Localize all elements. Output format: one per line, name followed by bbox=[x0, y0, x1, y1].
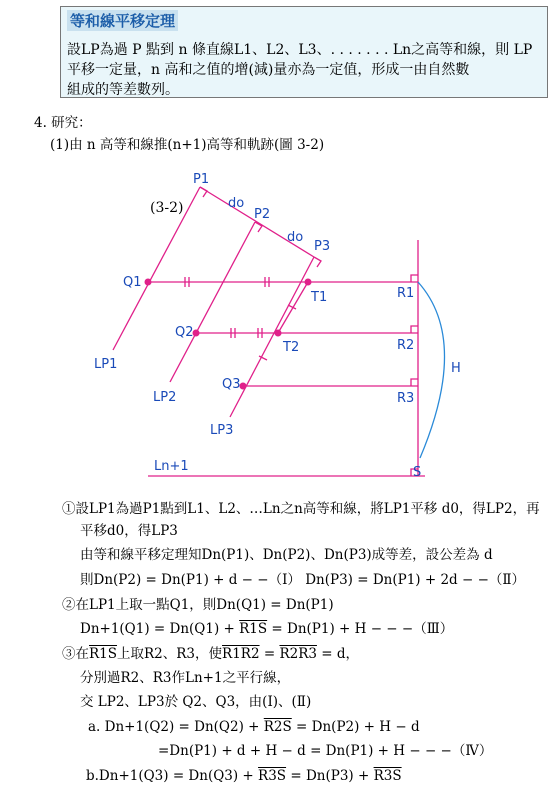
q3-point bbox=[240, 383, 247, 390]
q2-point bbox=[193, 330, 200, 337]
label-s: S bbox=[413, 465, 422, 480]
label-q3: Q3 bbox=[222, 377, 241, 392]
label-lp2: LP2 bbox=[153, 390, 177, 405]
h-arc bbox=[418, 282, 445, 458]
section-heading: 4. 研究： bbox=[34, 115, 92, 131]
step1-line4: 則Dn(P2) = Dn(P1) + d − −（Ⅰ） Dn(P3) = Dn(P1) + 2d − −（Ⅱ） bbox=[80, 572, 526, 588]
theorem-title: 等和線平移定理 bbox=[67, 10, 178, 31]
lp3-line bbox=[230, 257, 314, 417]
step3-line6: b.Dn+1(Q3) = Dn(Q3) + R3S = Dn(P3) + R3S bbox=[86, 768, 402, 784]
step1-line1: ①設LP1為過P1點到L1、L2、…Ln之n高等和線，將LP1平移 d0，得LP2，再 bbox=[62, 501, 540, 517]
step3-line5: =Dn(P1) + d + H − d = Dn(P1) + H − − −（Ⅳ） bbox=[158, 743, 493, 759]
label-d1: do bbox=[228, 196, 245, 211]
lp2-line bbox=[170, 222, 255, 382]
figure-caption: (3-2) bbox=[150, 200, 184, 216]
step2-line1: ②在LP1上取一點Q1，則Dn(Q1) = Dn(P1) bbox=[62, 597, 334, 613]
p-connector bbox=[200, 187, 314, 257]
subsection-heading: (1)由 n 高等和線推(n+1)高等和軌跡(圖 3-2) bbox=[50, 137, 325, 153]
label-lp1: LP1 bbox=[94, 357, 118, 372]
label-p3: P3 bbox=[314, 239, 331, 254]
theorem-line-3: 組成的等差數列。 bbox=[67, 82, 179, 98]
step2-line2: Dn+1(Q1) = Dn(Q1) + R1S = Dn(P1) + H − − −（Ⅲ） bbox=[80, 621, 454, 637]
t1-point bbox=[305, 279, 312, 286]
label-lp3: LP3 bbox=[210, 423, 234, 438]
step3-line3: 交 LP2、LP3於 Q2、Q3，由(Ⅰ)、(Ⅱ) bbox=[80, 694, 312, 710]
label-r2: R2 bbox=[397, 338, 415, 353]
label-p2: P2 bbox=[254, 207, 271, 222]
step1-line3: 由等和線平移定理知Dn(P1)、Dn(P2)、Dn(P3)成等差，設公差為 d bbox=[80, 547, 493, 563]
q1-point bbox=[145, 279, 152, 286]
label-p1: P1 bbox=[193, 172, 210, 187]
theorem-line-2: 平移一定量，n 高和之值的增(減)量亦為一定值，形成一由自然數 bbox=[67, 62, 470, 78]
label-t2: T2 bbox=[283, 340, 300, 355]
right-angle-p3 bbox=[314, 257, 321, 267]
right-angle-r3 bbox=[411, 379, 418, 386]
label-r3: R3 bbox=[397, 391, 415, 406]
right-angle-r1 bbox=[411, 275, 418, 282]
label-h: H bbox=[451, 361, 461, 376]
right-angle-r2 bbox=[411, 326, 418, 333]
label-d2: do bbox=[287, 230, 304, 245]
step1-line2: 平移d0，得LP3 bbox=[80, 523, 178, 539]
step3-line2: 分別過R2、R3作Ln+1之平行線， bbox=[80, 670, 291, 686]
t2-point bbox=[275, 330, 282, 337]
label-t1: T1 bbox=[311, 290, 328, 305]
step3-line4: a. Dn+1(Q2) = Dn(Q2) + R2S = Dn(P2) + H − d bbox=[88, 719, 420, 735]
label-q2: Q2 bbox=[175, 325, 194, 340]
theorem-line-1: 設LP為過 P 點到 n 條直線L1、L2、L3、. . . . . . . Ln之高等和線，則 LP bbox=[67, 42, 533, 58]
label-ln1: Ln+1 bbox=[154, 459, 189, 474]
step3-line1: ③在R1S上取R2、R3，使R1R2 = R2R3 = d， bbox=[62, 646, 360, 662]
right-angle-p2 bbox=[255, 222, 262, 232]
right-angle-p1 bbox=[200, 187, 207, 197]
label-r1: R1 bbox=[397, 286, 415, 301]
label-q1: Q1 bbox=[123, 275, 142, 290]
